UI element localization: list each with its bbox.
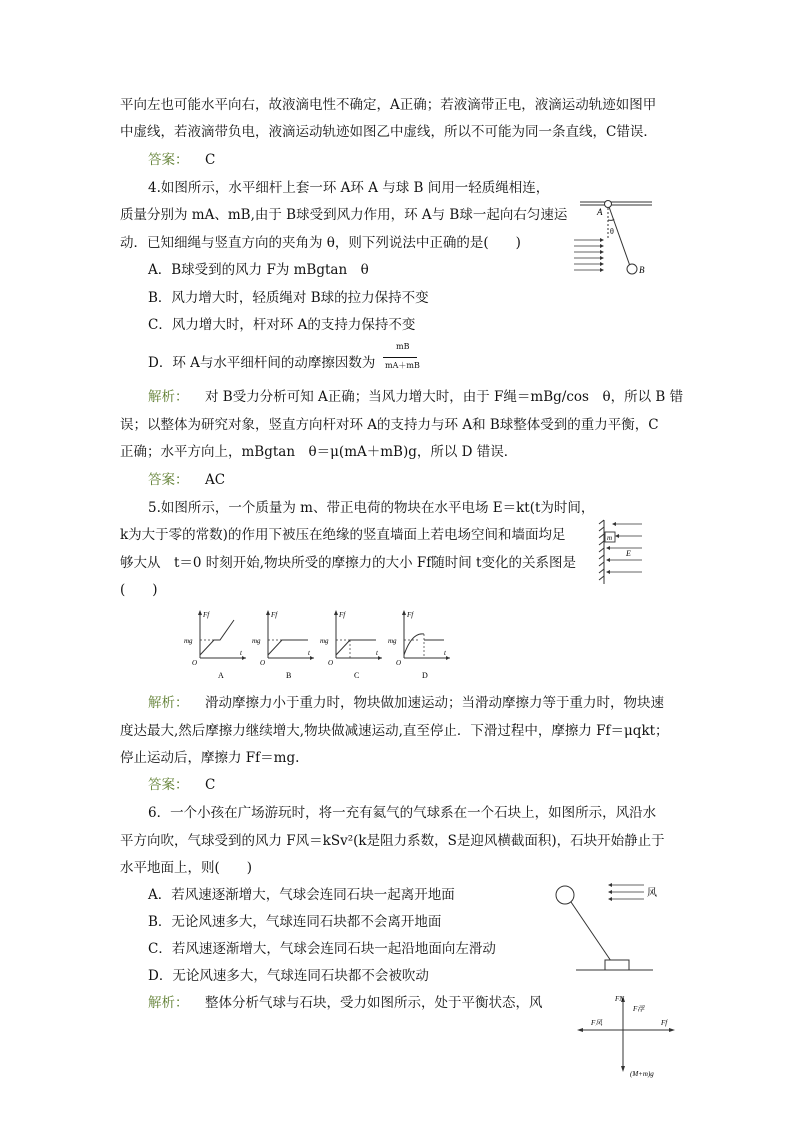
graph-C xyxy=(320,610,382,680)
answer-value-5: C xyxy=(205,777,216,793)
answer-value: C xyxy=(205,152,216,168)
field-e-label: E xyxy=(626,549,631,558)
force-friction-label: Ff xyxy=(661,1019,668,1027)
graph-t-label: t xyxy=(376,649,378,657)
solution-label-5: 解析： xyxy=(148,695,189,711)
q5-solution-3: 停止运动后，摩擦力 Ff＝mg. xyxy=(120,750,300,766)
graph-ff-arrow xyxy=(198,610,202,615)
graph-origin-label: O xyxy=(260,659,266,667)
wind-label: 风 xyxy=(647,888,657,899)
answer-label-4: 答案： xyxy=(148,472,189,488)
line-2: 中虚线，若液滴带负电，液滴运动轨迹如图乙中虚线，所以不可能为同一条直线，C错误． xyxy=(120,124,657,140)
q4-line-3: 动．已知细绳与竖直方向的夹角为 θ，则下列说法中正确的是( ) xyxy=(120,235,521,251)
q4-option-d: D．环 A与水平细杆间的动摩擦因数为 xyxy=(148,355,376,371)
q4-d-denominator: mA＋mB xyxy=(385,361,420,370)
q5-solution-1: 滑动摩擦力小于重力时，物块做加速运动；当滑动摩擦力等于重力时，物块速 xyxy=(205,695,664,711)
q5-solution-2: 度达最大,然后摩擦力继续增大,物块做减速运动,直至停止．下滑过程中，摩擦力 Ff＝μqkt； xyxy=(120,723,669,739)
force-fn-label: FN xyxy=(615,995,624,1003)
q4-option-a: A．B球受到的风力 F为 mBgtan θ xyxy=(148,262,369,278)
graph-mg-label: mg xyxy=(320,637,329,645)
answer-label: 答案： xyxy=(148,152,189,168)
graph-origin-label: O xyxy=(192,659,198,667)
graph-ff-label: Ff xyxy=(407,611,414,619)
q6-figure xyxy=(548,880,658,976)
graph-ff-label: Ff xyxy=(203,611,210,619)
force-gravity-label: (M+m)g xyxy=(630,1070,654,1078)
force-wind-label: F风 xyxy=(591,1019,603,1027)
q4-solution-2: 误；以整体为研究对象，竖直方向杆对环 A的支持力与环 A和 B球整体受到的重力平衡，C xyxy=(120,417,659,433)
graph-mg-label: mg xyxy=(252,637,261,645)
q6-force-diagram xyxy=(575,990,685,1080)
graph-A xyxy=(184,610,246,680)
answer-label-5: 答案： xyxy=(148,777,189,793)
graph-origin-label: O xyxy=(328,659,334,667)
q6-solution-1: 整体分析气球与石块，受力如图所示，处于平衡状态，风 xyxy=(205,995,543,1011)
graph-t-arrow xyxy=(446,656,450,660)
graph-t-arrow xyxy=(242,656,246,660)
block-m-label: m xyxy=(607,534,613,542)
force-buoyancy-label: F浮 xyxy=(633,1005,645,1013)
graph-ff-arrow xyxy=(334,610,338,615)
q6-option-d: D．无论风速多大，气球连同石块都不会被吹动 xyxy=(148,968,429,984)
graph-B xyxy=(252,610,314,680)
q5-line-4: ( ) xyxy=(120,582,158,598)
q4-d-numerator: mB xyxy=(396,342,410,351)
graph-curve xyxy=(404,634,424,655)
q6-option-c: C．若风速逐渐增大，气球会连同石块一起沿地面向左滑动 xyxy=(148,941,496,957)
q6-option-a: A．若风速逐渐增大，气球会连同石块一起离开地面 xyxy=(148,887,455,903)
q5-graphs xyxy=(180,608,460,684)
graph-t-arrow xyxy=(310,656,314,660)
graph-t-arrow xyxy=(378,656,382,660)
graph-t-label: t xyxy=(308,649,310,657)
graph-ff-arrow xyxy=(402,610,406,615)
q5-figure xyxy=(596,518,646,586)
ring-a-label: A xyxy=(597,207,603,217)
graph-curve xyxy=(336,640,376,655)
q4-solution-3: 正确；水平方向上，mBgtan θ＝μ(mA＋mB)g，所以 D 错误． xyxy=(120,444,518,460)
graph-mg-label: mg xyxy=(184,637,193,645)
solution-label-6: 解析： xyxy=(148,995,189,1011)
q4-figure xyxy=(570,190,670,280)
graph-letter-label: D xyxy=(422,671,428,680)
graph-curve xyxy=(268,640,308,655)
graph-letter-label: C xyxy=(354,671,360,680)
q4-option-c: C．风力增大时，杆对环 A的支持力保持不变 xyxy=(148,317,416,333)
graph-origin-label: O xyxy=(396,659,402,667)
q4-option-b: B．风力增大时，轻质绳对 B球的拉力保持不变 xyxy=(148,290,429,306)
theta-label: θ xyxy=(610,227,614,236)
graph-curve xyxy=(200,620,234,655)
q4-line-2: 质量分别为 mA、mB,由于 B球受到风力作用，环 A与 B球一起向右匀速运 xyxy=(120,207,568,223)
graph-ff-arrow xyxy=(266,610,270,615)
answer-value-4: AC xyxy=(205,472,226,488)
graph-letter-label: A xyxy=(218,671,224,680)
graph-letter-label: B xyxy=(286,671,292,680)
graph-t-label: t xyxy=(444,649,446,657)
q4-solution-1: 对 B受力分析可知 A正确；当风力增大时，由于 F绳＝mBg/cos θ，所以 B 错 xyxy=(205,389,684,405)
fraction-bar xyxy=(383,357,417,358)
q4-line-1: 4.如图所示，水平细杆上套一环 A环 A 与球 B 间用一轻质绳相连， xyxy=(148,180,550,196)
q5-line-1: 5.如图所示，一个质量为 m、带正电荷的物块在水平电场 E＝kt(t为时间， xyxy=(148,500,595,516)
q6-line-2: 平方向吹，气球受到的风力 F风＝kSv²(k是阻力系数，S是迎风横截面积)，石块开始静止于 xyxy=(120,833,665,849)
graph-ff-label: Ff xyxy=(271,611,278,619)
q6-option-b: B．无论风速多大，气球连同石块都不会离开地面 xyxy=(148,914,442,930)
graph-D xyxy=(388,610,450,680)
q6-line-1: 6．一个小孩在广场游玩时，将一充有氦气的气球系在一个石块上，如图所示，风沿水 xyxy=(148,805,657,821)
ball-b-label: B xyxy=(639,265,645,275)
graph-t-label: t xyxy=(240,649,242,657)
graph-ff-label: Ff xyxy=(339,611,346,619)
q5-line-2: k为大于零的常数)的作用下被压在绝缘的竖直墙面上若电场空间和墙面均足 xyxy=(120,527,566,543)
q5-line-3: 够大从 t＝0 时刻开始,物块所受的摩擦力的大小 Ff随时间 t变化的关系图是 xyxy=(120,555,576,571)
q6-line-3: 水平地面上，则( ) xyxy=(120,860,253,876)
graph-mg-label: mg xyxy=(388,637,397,645)
line-1: 平向左也可能水平向右，故液滴电性不确定，A正确；若液滴带正电，液滴运动轨迹如图甲 xyxy=(120,97,657,113)
solution-label-4: 解析： xyxy=(148,389,189,405)
